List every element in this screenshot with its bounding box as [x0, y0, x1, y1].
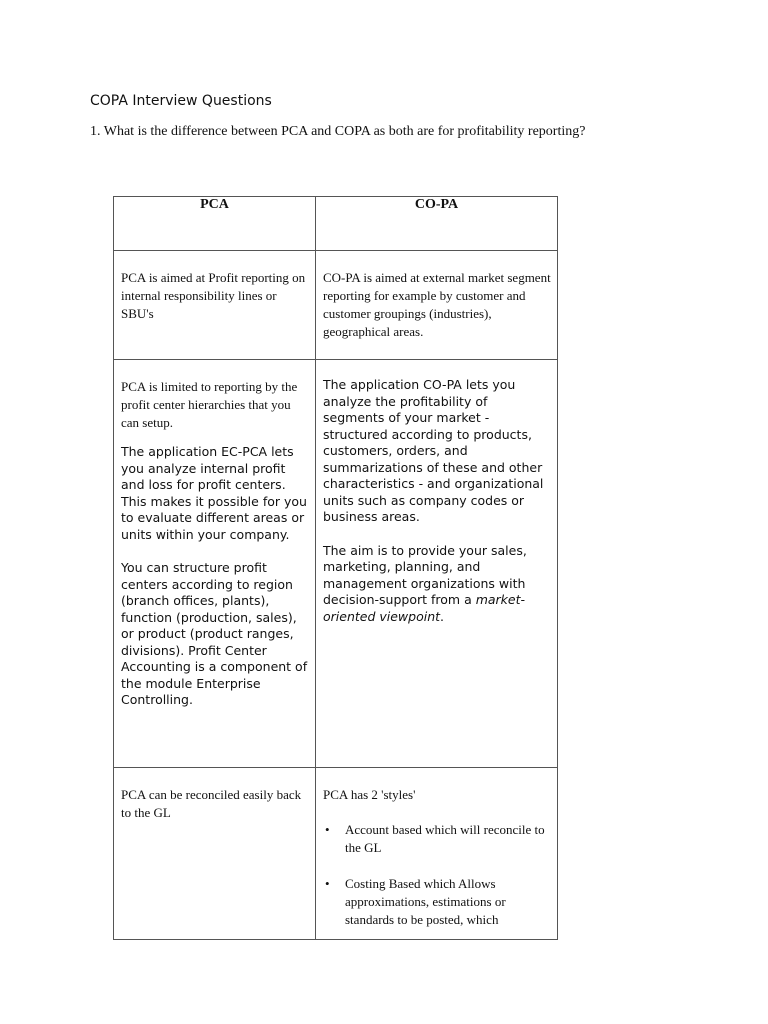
pca-reconcile-text: PCA can be reconciled easily back to the GL — [121, 787, 302, 820]
pca-hierarchy-text: PCA is limited to reporting by the profit center hierarchies that you can setup. — [121, 379, 298, 430]
pca-cell-purpose — [114, 251, 316, 360]
table-row — [114, 251, 558, 360]
list-item — [323, 821, 551, 857]
table-header-row — [114, 197, 558, 251]
copa-aim-text — [323, 543, 551, 626]
styles-list — [323, 821, 551, 929]
document-title: COPA Interview Questions — [90, 93, 272, 109]
copa-aim-lead: The aim is to provide your sales, marketing, planning, and management organizations with decision-support from a — [323, 542, 527, 607]
pca-structure-text: You can structure profit centers according to region (branch offices, plants), function (production, sales), or product (product ranges, divisions). Profit Center Accounting is a component of the module Enterprise Controlling. — [121, 560, 308, 707]
header-copa: CO-PA — [316, 197, 558, 251]
copa-cell-styles — [316, 768, 558, 940]
copa-cell-description — [316, 360, 558, 768]
list-item-text: Costing Based which Allows approximations, estimations or standards to be posted, which — [345, 876, 506, 927]
pca-cell-description — [114, 360, 316, 768]
copa-purpose-text: CO-PA is aimed at external market segment reporting for example by customer and customer groupings (industries), geographical areas. — [323, 270, 551, 339]
table-row — [114, 768, 558, 940]
bullet-icon: • — [325, 876, 330, 891]
copa-aim-end: . — [440, 608, 445, 624]
question-text: 1. What is the difference between PCA and COPA as both are for profitability reporting? — [90, 124, 586, 139]
header-pca: PCA — [114, 197, 316, 251]
list-item-text: Account based which will reconcile to the GL — [345, 822, 545, 855]
list-item — [323, 875, 551, 929]
copa-application-text: The application CO-PA lets you analyze the profitability of segments of your market - structured according to products, customers, orders, and summarizations of these and other characteristics - and organizational units such as company codes or business areas. — [323, 377, 544, 524]
pca-application-text: The application EC-PCA lets you analyze internal profit and loss for profit centers. This makes it possible for you to evaluate different areas or units within your company. — [121, 444, 307, 542]
pca-cell-reconcile — [114, 768, 316, 940]
pca-purpose-text: PCA is aimed at Profit reporting on internal responsibility lines or SBU's — [121, 270, 306, 321]
copa-cell-purpose — [316, 251, 558, 360]
copa-aim-emphasis: market-oriented viewpoint — [323, 592, 526, 624]
bullet-icon: • — [325, 822, 330, 837]
table-row — [114, 360, 558, 768]
comparison-table — [113, 196, 558, 940]
copa-styles-intro: PCA has 2 'styles' — [323, 787, 416, 802]
